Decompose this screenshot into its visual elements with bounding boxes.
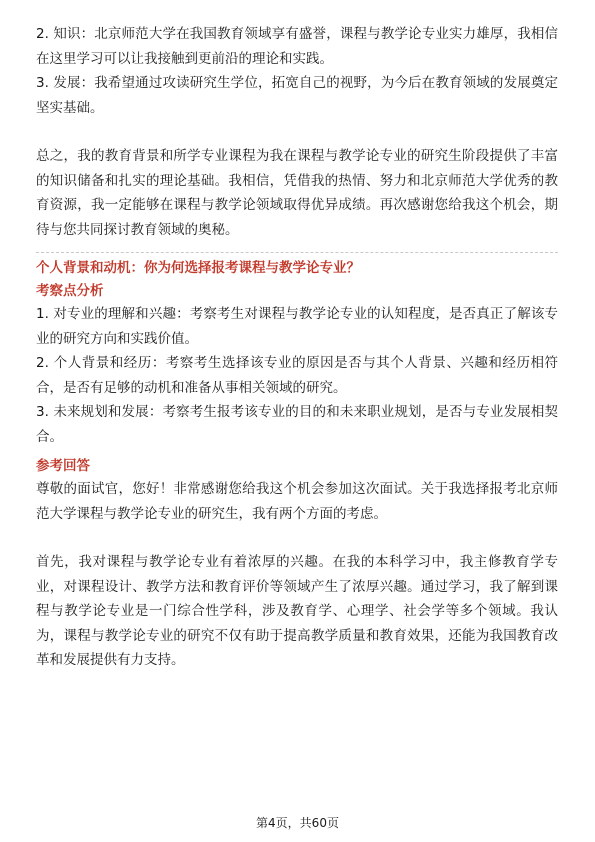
spacer <box>36 526 558 550</box>
section-divider <box>36 252 558 253</box>
development-item: 3. 发展：我希望通过攻读研究生学位，拓宽自己的视野，为今后在教育领域的发展奠定坚实基础。 <box>36 75 558 116</box>
analysis-item-2: 2. 个人背景和经历：考察考生选择该专业的原因是否与其个人背景、兴趣和经历相符合，是否有足够的动机和准备从事相关领域的研究。 <box>36 355 558 396</box>
spacer <box>36 120 558 144</box>
conclusion-paragraph: 总之，我的教育背景和所学专业课程为我在课程与教学论专业的研究生阶段提供了丰富的知识储备和扎实的理论基础。我相信，凭借我的热情、努力和北京师范大学优秀的教育资源，我一定能够在课程与教学论领域取得优异成绩。再次感谢您给我这个机会，期待与您共同探讨教育领域的奥秘。 <box>36 148 558 238</box>
knowledge-item: 2. 知识：北京师范大学在我国教育领域享有盛誉，课程与教学论专业实力雄厚，我相信在这里学习可以让我接触到更前沿的理论和实践。 <box>36 26 558 67</box>
page-indicator: 第4页，共60页 <box>256 816 339 830</box>
document-page <box>36 22 558 673</box>
answer-paragraph-2: 首先，我对课程与教学论专业有着浓厚的兴趣。在我的本科学习中，我主修教育学专业，对课程设计、教学方法和教育评价等领域产生了浓厚兴趣。通过学习，我了解到课程与教学论专业是一门综合性学科，涉及教育学、心理学、社会学等多个领域。我认为，课程与教学论专业的研究不仅有助于提高教学质量和教育效果，还能为我国教育改革和发展提供有力支持。 <box>36 554 558 668</box>
analysis-item-1: 1. 对专业的理解和兴趣：考察考生对课程与教学论专业的认知程度，是否真正了解该专业的研究方向和实践价值。 <box>36 306 558 347</box>
answer-paragraph-1: 尊敬的面试官，您好！非常感谢您给我这个机会参加这次面试。关于我选择报考北京师范大学课程与教学论专业的研究生，我有两个方面的考虑。 <box>36 481 558 522</box>
question-title: 个人背景和动机：你为何选择报考课程与教学论专业？ <box>36 260 360 276</box>
analysis-item-3: 3. 未来规划和发展：考察考生报考该专业的目的和未来职业规划，是否与专业发展相契合。 <box>36 404 558 445</box>
answer-label: 参考回答 <box>36 458 90 474</box>
analysis-label: 考察点分析 <box>36 283 104 299</box>
